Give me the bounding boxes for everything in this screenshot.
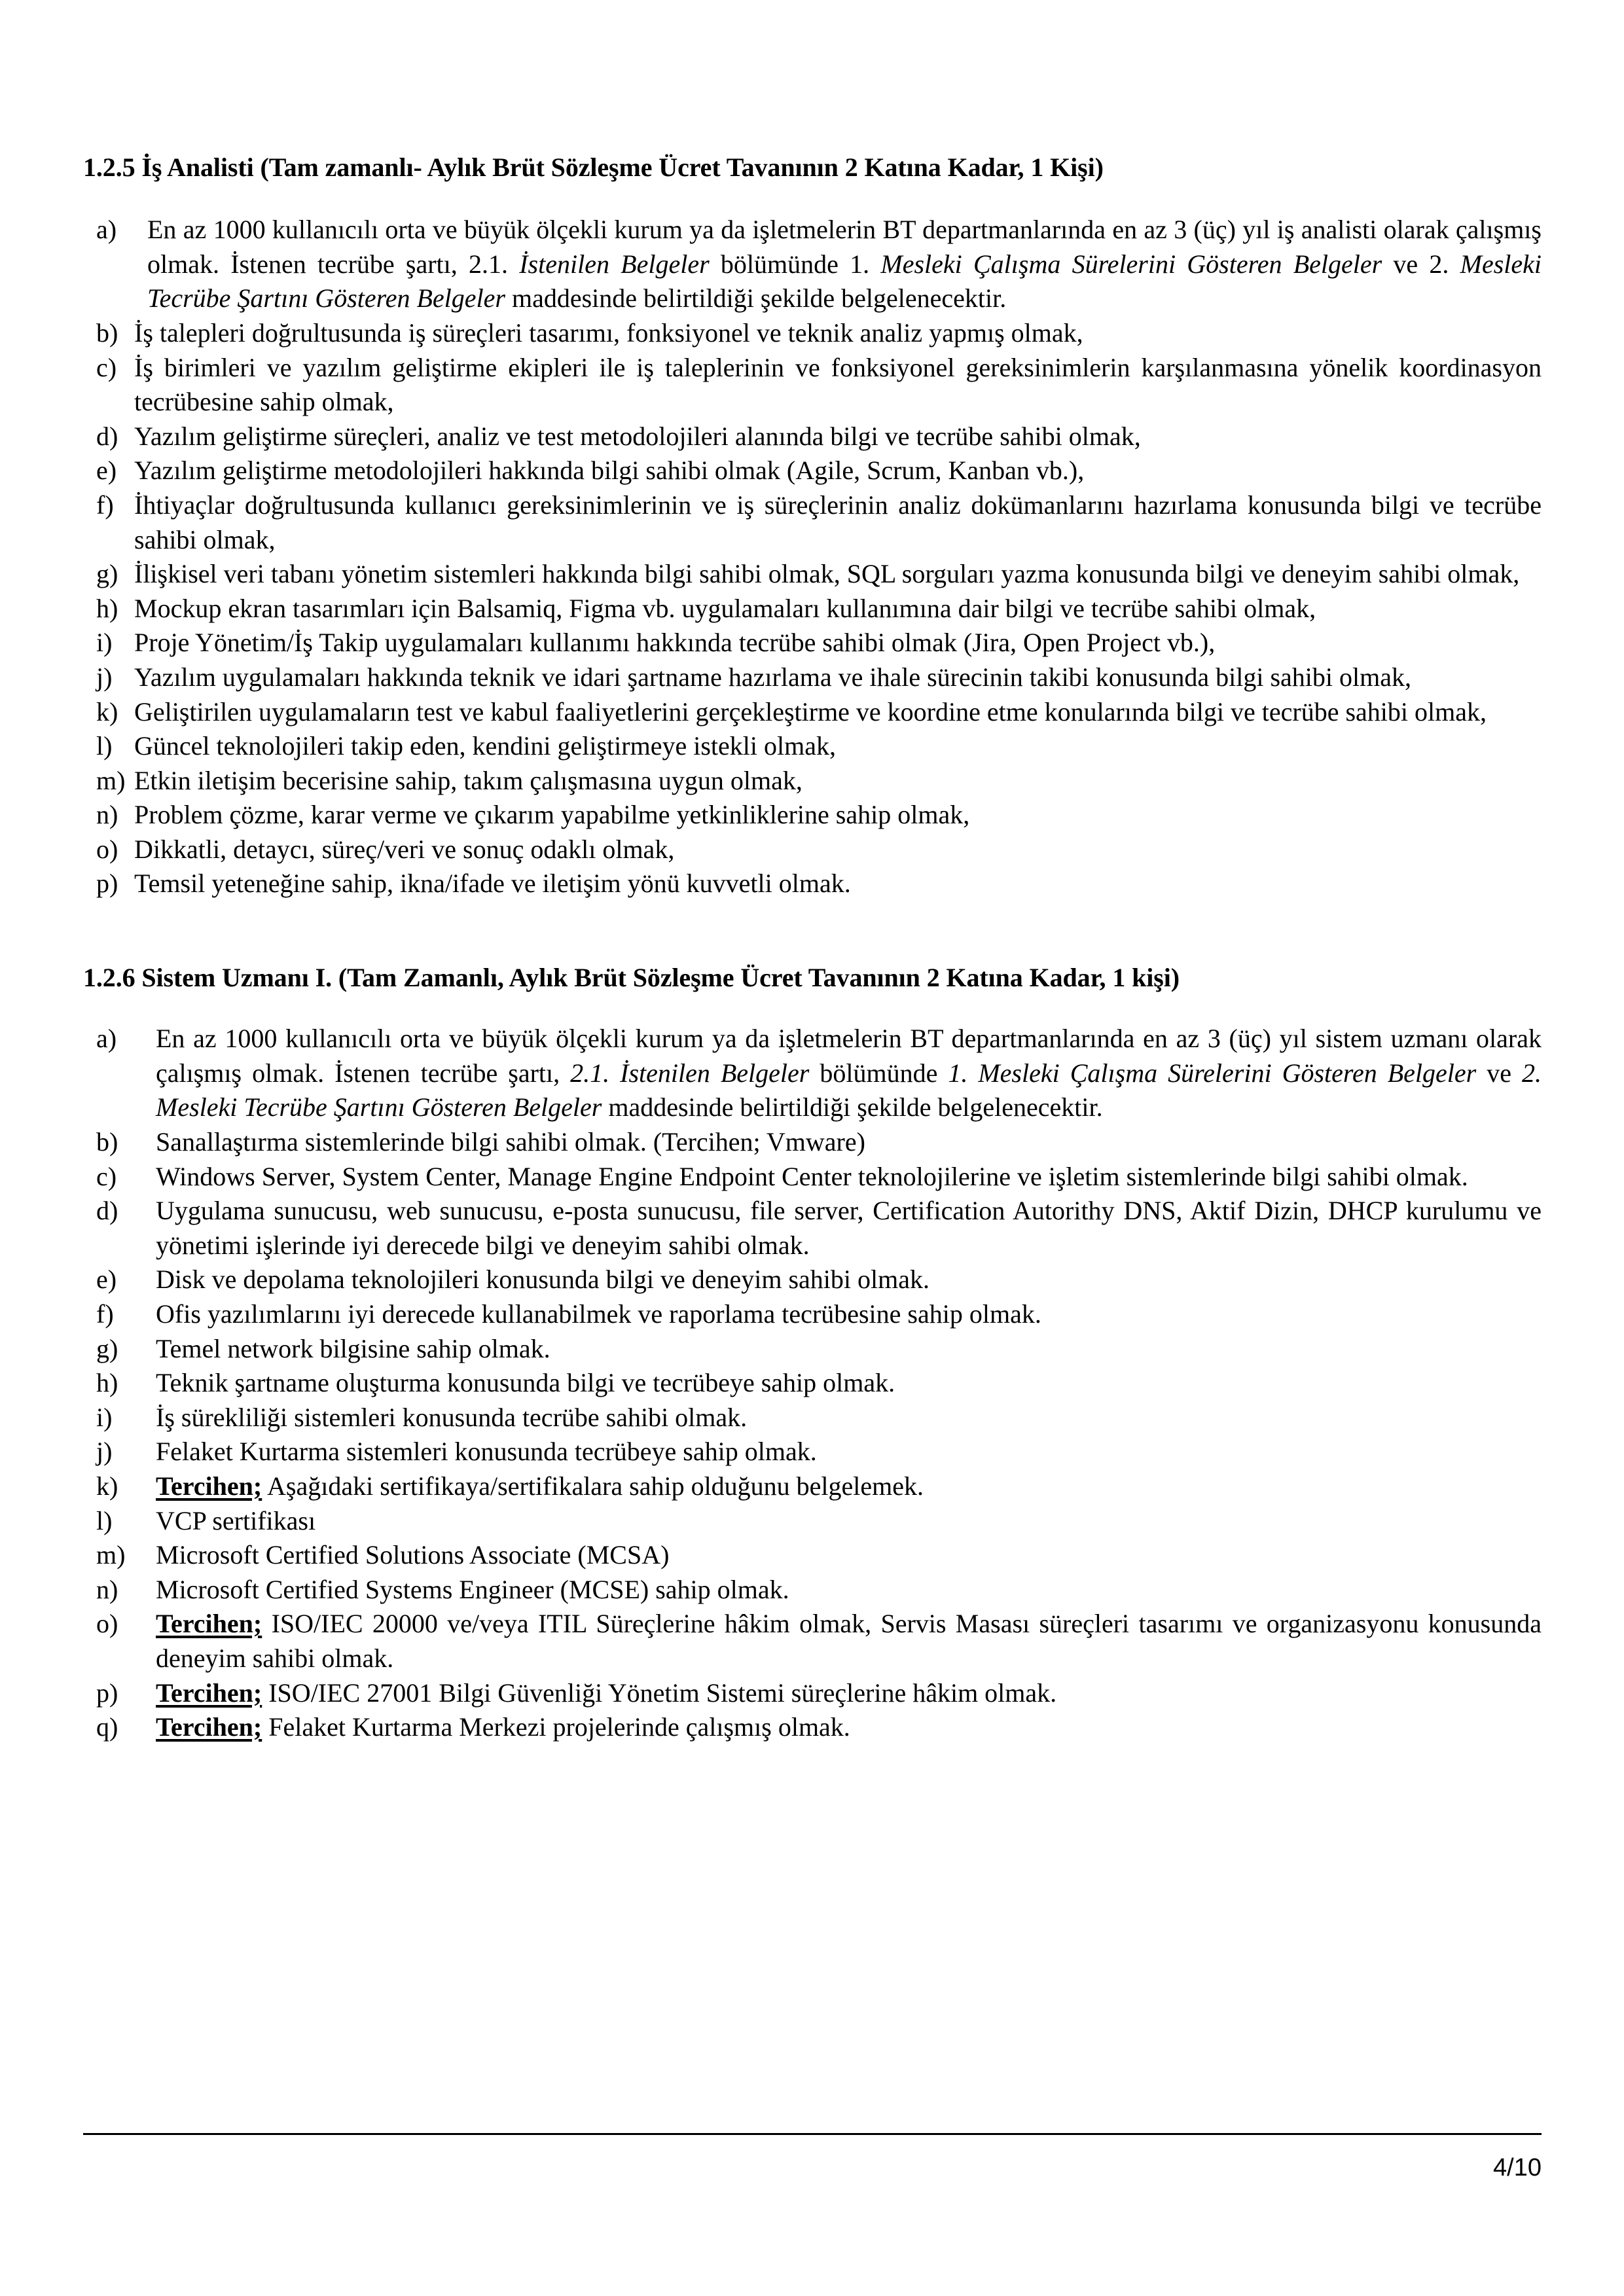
clause-marker: m) xyxy=(96,765,126,795)
clause-item xyxy=(83,1607,1542,1676)
clause-item xyxy=(83,798,1542,833)
clause-marker: p) xyxy=(96,869,118,899)
clause-item xyxy=(83,1538,1542,1573)
clause-item xyxy=(83,729,1542,764)
text-run: ve xyxy=(1476,1058,1522,1088)
clause-marker: k) xyxy=(96,1471,118,1501)
clause-item xyxy=(83,316,1542,351)
clause-text: Uygulama sunucusu, web sunucusu, e-posta sunucusu, file server, Certification Autorithy DNS, Aktif Dizin, DHCP kurulumu ve yönetimi işlerinde iyi derecede bilgi ve deneyim sahibi olmak. xyxy=(156,1196,1542,1260)
clause-text: Etkin iletişim becerisine sahip, takım çalışmasına uygun olmak, xyxy=(134,765,803,795)
clause-item xyxy=(83,867,1542,901)
italic-run: 2.1. İstenilen Belgeler xyxy=(570,1058,810,1088)
clause-text xyxy=(156,1469,1542,1504)
clause-text: Teknik şartname oluşturma konusunda bilgi ve tecrübeye sahip olmak. xyxy=(156,1368,895,1398)
clause-marker: d) xyxy=(96,421,118,451)
clause-text: Microsoft Certified Systems Engineer (MCSE) sahip olmak. xyxy=(156,1574,789,1604)
text-run: maddesinde belirtildiği şekilde belgelenecektir. xyxy=(505,283,1007,314)
clause-text: Problem çözme, karar verme ve çıkarım yapabilme yetkinliklerine sahip olmak, xyxy=(134,800,970,830)
clause-text: Yazılım geliştirme metodolojileri hakkında bilgi sahibi olmak (Agile, Scrum, Kanban vb.), xyxy=(134,456,1085,486)
clause-item xyxy=(83,1332,1542,1367)
clause-item xyxy=(83,1125,1542,1160)
clause-marker: o) xyxy=(96,834,118,864)
clause-item xyxy=(83,420,1542,454)
clause-text xyxy=(156,1676,1542,1711)
clause-marker: f) xyxy=(96,490,114,520)
clause-text: Windows Server, System Center, Manage Engine Endpoint Center teknolojilerine ve işletim sistemlerinde bilgi sahibi olmak. xyxy=(156,1161,1468,1191)
italic-run: 2. Mesleki Tecrübe Şartını Gösteren Belgeler xyxy=(156,1058,1542,1122)
clause-item xyxy=(83,1297,1542,1332)
clause-marker: i) xyxy=(96,628,113,658)
clause-marker: m) xyxy=(96,1540,126,1570)
clause-marker: o) xyxy=(96,1609,118,1639)
clause-text: Felaket Kurtarma sistemleri konusunda tecrübeye sahip olmak. xyxy=(156,1437,817,1467)
page-content xyxy=(83,0,1542,1745)
clause-text: VCP sertifikası xyxy=(156,1505,316,1535)
clause-item xyxy=(83,351,1542,420)
clause-marker: p) xyxy=(96,1677,118,1708)
clause-item xyxy=(83,1676,1542,1711)
clause-text xyxy=(156,1607,1542,1676)
clause-marker: d) xyxy=(96,1196,118,1226)
clause-marker: e) xyxy=(96,456,117,486)
clause-text: Dikkatli, detaycı, süreç/veri ve sonuç odaklı olmak, xyxy=(134,834,675,864)
clause-text: Mockup ekran tasarımları için Balsamiq, Figma vb. uygulamaları kullanımına dair bilgi ve tecrübe sahibi olmak, xyxy=(134,593,1316,623)
clause-text: İlişkisel veri tabanı yönetim sistemleri hakkında bilgi sahibi olmak, SQL sorguları yazma konusunda bilgi ve deneyim sahibi olmak, xyxy=(134,559,1520,589)
clause-marker: i) xyxy=(96,1402,113,1432)
clause-marker: n) xyxy=(96,1574,118,1604)
clause-marker: b) xyxy=(96,317,118,348)
text-run: maddesinde belirtildiği şekilde belgelenecektir. xyxy=(602,1092,1103,1122)
clause-item xyxy=(83,1710,1542,1745)
clause-marker: e) xyxy=(96,1265,117,1295)
clause-text: İş birimleri ve yazılım geliştirme ekipleri ile iş taleplerinin ve fonksiyonel gereksinimlerin karşılanmasına yönelik koordinasyon tecrübesine sahip olmak, xyxy=(134,352,1542,417)
clause-text: Geliştirilen uygulamaların test ve kabul faaliyetlerini gerçekleştirme ve koordine etme konularında bilgi ve tecrübe sahibi olmak, xyxy=(134,696,1487,726)
text-run: Felaket Kurtarma Merkezi projelerinde çalışmış olmak. xyxy=(262,1712,850,1742)
text-run: En az 1000 kullanıcılı orta ve büyük ölçekli kurum ya da işletmelerin BT departmanlarında en az 3 (üç) yıl sistem uzmanı olarak çalışmış olmak. İstenen tecrübe şartı, xyxy=(156,1024,1542,1088)
clause-text: Disk ve depolama teknolojileri konusunda bilgi ve deneyim sahibi olmak. xyxy=(156,1265,929,1295)
clause-item xyxy=(83,1504,1542,1539)
clause-marker: j) xyxy=(96,1437,113,1467)
text-run: Aşağıdaki sertifikaya/sertifikalara sahip olduğunu belgelemek. xyxy=(262,1471,924,1501)
clause-marker: l) xyxy=(96,731,113,761)
clause-item xyxy=(83,626,1542,660)
clause-marker: g) xyxy=(96,559,118,589)
clause-marker: b) xyxy=(96,1127,118,1157)
clause-item xyxy=(83,1435,1542,1469)
clause-text xyxy=(156,1022,1542,1125)
italic-run: 1. Mesleki Çalışma Sürelerini Gösteren Belgeler xyxy=(948,1058,1477,1088)
clause-marker: c) xyxy=(96,352,117,382)
clause-item xyxy=(83,695,1542,730)
clause-text: Temsil yeteneğine sahip, ikna/ifade ve iletişim yönü kuvvetli olmak. xyxy=(134,869,851,899)
clause-item xyxy=(83,1401,1542,1435)
clause-marker: h) xyxy=(96,1368,118,1398)
clause-item xyxy=(83,1366,1542,1401)
clause-list-1-2-5 xyxy=(83,213,1542,901)
text-run: ISO/IEC 27001 Bilgi Güvenliği Yönetim Sistemi süreçlerine hâkim olmak. xyxy=(262,1677,1057,1708)
clause-list-1-2-6 xyxy=(83,1022,1542,1744)
clause-item xyxy=(83,764,1542,798)
text-run: ISO/IEC 20000 ve/veya ITIL Süreçlerine hâkim olmak, Servis Masası süreçleri tasarımı ve organizasyonu konusunda deneyim sahibi olmak. xyxy=(156,1609,1542,1673)
text-run: ve 2. xyxy=(1382,249,1460,279)
italic-run: Mesleki Çalışma Sürelerini Gösteren Belgeler xyxy=(880,249,1382,279)
footer-page-number: 4/10 xyxy=(1493,2154,1542,2181)
clause-item xyxy=(83,592,1542,626)
clause-marker: a) xyxy=(96,1024,117,1054)
section-heading-1-2-5: 1.2.5 İş Analisti (Tam zamanlı- Aylık Brüt Sözleşme Ücret Tavanının 2 Katına Kadar, 1 Kişi) xyxy=(83,152,1104,182)
clause-marker: h) xyxy=(96,593,118,623)
clause-text xyxy=(156,1710,1542,1745)
clause-item xyxy=(83,557,1542,592)
footer-divider xyxy=(83,2133,1542,2135)
clause-item xyxy=(83,1022,1542,1125)
clause-text: Ofis yazılımlarını iyi derecede kullanabilmek ve raporlama tecrübesine sahip olmak. xyxy=(156,1299,1041,1329)
clause-text: Proje Yönetim/İş Takip uygulamaları kullanımı hakkında tecrübe sahibi olmak (Jira, Open Project vb.), xyxy=(134,628,1216,658)
clause-marker: q) xyxy=(96,1712,118,1742)
clause-text: Yazılım uygulamaları hakkında teknik ve idari şartname hazırlama ve ihale sürecinin takibi konusunda bilgi sahibi olmak, xyxy=(134,662,1411,692)
clause-item xyxy=(83,488,1542,557)
section-heading-1-2-6: 1.2.6 Sistem Uzmanı I. (Tam Zamanlı, Aylık Brüt Sözleşme Ücret Tavanının 2 Katına Kadar, 1 kişi) xyxy=(83,963,1180,993)
italic-run: Mesleki Tecrübe Şartını Gösteren Belgeler xyxy=(147,249,1542,314)
italic-run: İstenilen Belgeler xyxy=(519,249,710,279)
clause-item xyxy=(83,1573,1542,1607)
clause-marker: f) xyxy=(96,1299,114,1329)
emphasis-run: Tercihen; xyxy=(156,1712,262,1742)
emphasis-run: Tercihen; xyxy=(156,1471,262,1501)
clause-item xyxy=(83,833,1542,867)
clause-text: Yazılım geliştirme süreçleri, analiz ve test metodolojileri alanında bilgi ve tecrübe sahibi olmak, xyxy=(134,421,1141,451)
clause-item xyxy=(83,1469,1542,1504)
clause-marker: k) xyxy=(96,696,118,726)
clause-text: Güncel teknolojileri takip eden, kendini geliştirmeye istekli olmak, xyxy=(134,731,836,761)
clause-item xyxy=(83,1194,1542,1263)
clause-marker: n) xyxy=(96,800,118,830)
clause-marker: a) xyxy=(96,215,117,245)
clause-item xyxy=(83,1160,1542,1194)
clause-text: İş sürekliliği sistemleri konusunda tecrübe sahibi olmak. xyxy=(156,1402,748,1432)
clause-marker: l) xyxy=(96,1505,113,1535)
clause-item xyxy=(83,1263,1542,1297)
clause-marker: g) xyxy=(96,1333,118,1363)
clause-text: Temel network bilgisine sahip olmak. xyxy=(156,1333,550,1363)
clause-item xyxy=(83,213,1542,316)
text-run: En az 1000 kullanıcılı orta ve büyük ölçekli kurum ya da işletmelerin BT departmanlarında en az 3 (üç) yıl iş analisti olarak çalışmış olmak. İstenen tecrübe şartı, 2.1. xyxy=(147,215,1542,279)
clause-text: İş talepleri doğrultusunda iş süreçleri tasarımı, fonksiyonel ve teknik analiz yapmış olmak, xyxy=(134,317,1083,348)
clause-text: İhtiyaçlar doğrultusunda kullanıcı gereksinimlerinin ve iş süreçlerinin analiz dokümanlarını hazırlama konusunda bilgi ve tecrübe sahibi olmak, xyxy=(134,490,1542,554)
text-run: bölümünde 1. xyxy=(709,249,881,279)
clause-text xyxy=(134,213,1542,316)
clause-item xyxy=(83,660,1542,695)
emphasis-run: Tercihen; xyxy=(156,1609,262,1639)
emphasis-run: Tercihen; xyxy=(156,1677,262,1708)
clause-marker: j) xyxy=(96,662,113,692)
clause-text: Microsoft Certified Solutions Associate (MCSA) xyxy=(156,1540,670,1570)
clause-item xyxy=(83,454,1542,488)
text-run: bölümünde xyxy=(809,1058,948,1088)
clause-text: Sanallaştırma sistemlerinde bilgi sahibi olmak. (Tercihen; Vmware) xyxy=(156,1127,865,1157)
clause-marker: c) xyxy=(96,1161,117,1191)
